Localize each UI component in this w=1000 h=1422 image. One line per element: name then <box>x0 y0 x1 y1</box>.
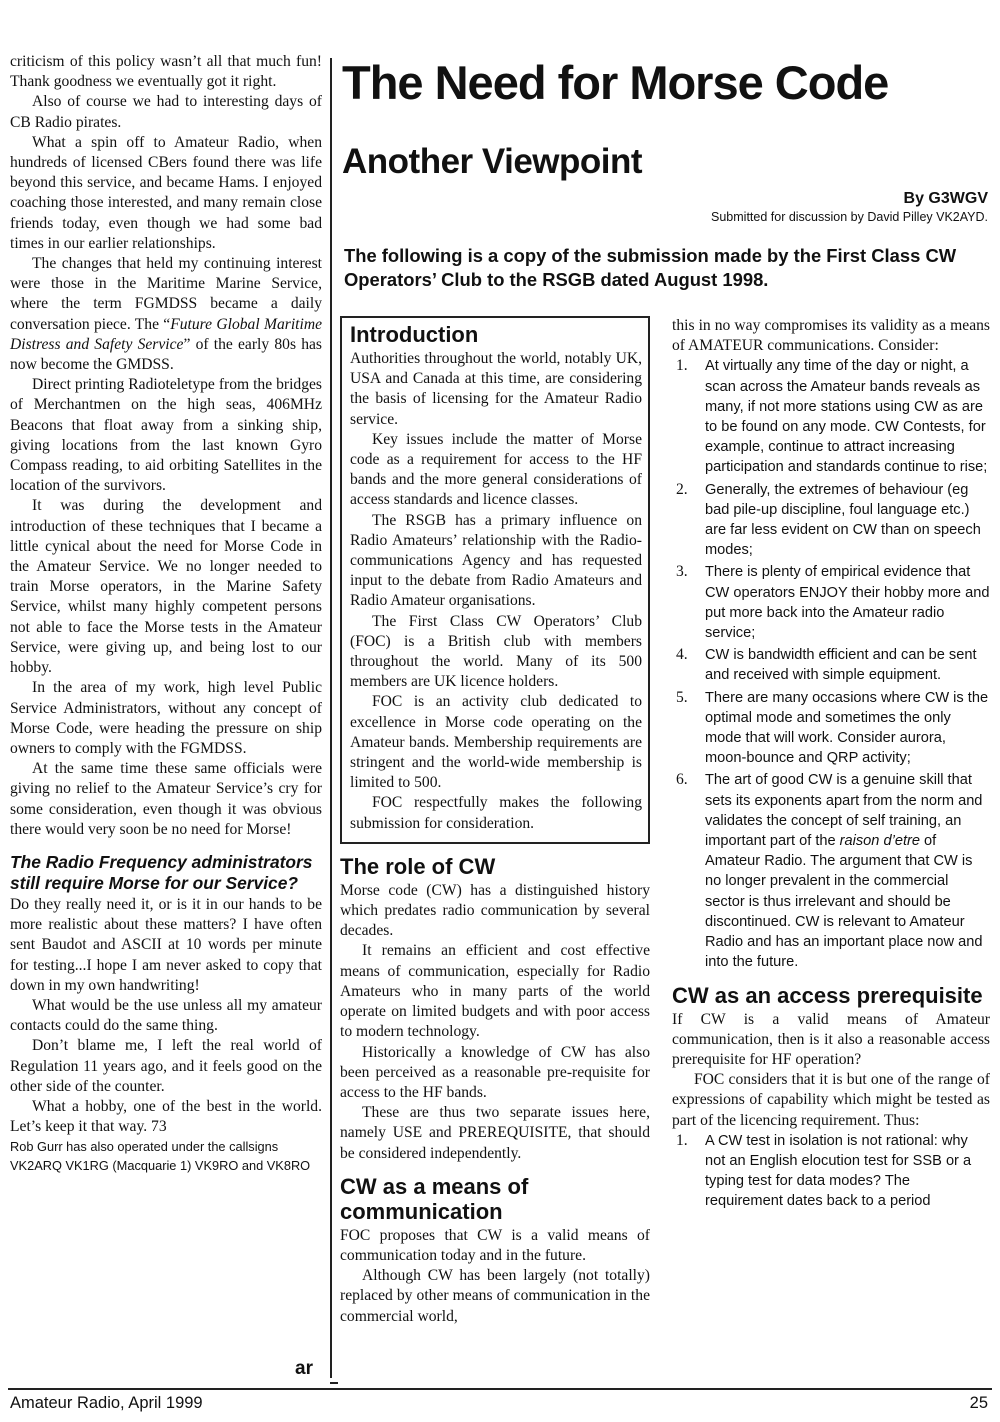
page-number: 25 <box>969 1394 988 1412</box>
paragraph: Don’t blame me, I left the real world of Regulation 11 years ago, and it feels good on the other side of the counter. <box>10 1037 322 1095</box>
list-text: There are many occasions where CW is the optimal mode and sometimes the only mode that will work. Consider aurora, moon-bounce and QRP activity; <box>705 689 989 767</box>
lead-paragraph: The following is a copy of the submission made by the First Class CW Operators’ Club to the RSGB dated August 1998. <box>344 245 957 290</box>
text-run: ” of the early 80s has now become the GMDSS. <box>10 335 322 374</box>
role-heading: The role of CW <box>340 853 496 879</box>
paragraph: Morse code (CW) has a distinguished history which predates radio communication by several decades. <box>340 881 650 940</box>
list-text: The art of good CW is a genuine skill that sets its exponents apart from the norm and validates the concept of self training, an important part of the <box>705 772 983 850</box>
paragraph: The First Class CW Operators’ Club (FOC) is a British club with members throughout the world. Many of its 500 members are UK licence holders. <box>350 612 642 691</box>
end-mark: ar <box>295 1358 313 1379</box>
list-item <box>672 356 990 477</box>
right-column <box>672 316 990 1214</box>
list-number: 4. <box>676 646 688 664</box>
paragraph: FOC proposes that CW is a valid means of communication today and in the future. <box>340 1226 650 1264</box>
list-number: 3. <box>676 563 688 581</box>
article-title: The Need for Morse Code <box>342 56 889 109</box>
divider-foot <box>330 1382 338 1384</box>
submitted-note: Submitted for discussion by David Pilley VK2AYD. <box>711 210 988 224</box>
paragraph: At the same time these same officials were giving no relief to the Amateur Service’s cry for some consideration, even though it was obvious there would very soon be no need for Morse! <box>10 760 322 838</box>
paragraph: Although CW has been largely (not totally) replaced by other means of communication in the commercial world, <box>340 1267 650 1325</box>
access-heading: CW as an access prerequisite <box>672 982 983 1008</box>
list-item <box>672 770 990 972</box>
paragraph: Also of course we had to interesting days of CB Radio pirates. <box>10 93 322 131</box>
column-divider <box>330 58 332 1378</box>
paragraph: It was during the development and introduction of these techniques that I became a little cynical about the need for Morse Code in the Amateur Service. We no longer needed to train Morse operators, in the Marine Safety Service, whilst many highly competent persons not able to face the Morse tests in the Amateur Service, were giving up, and being lost to our hobby. <box>10 497 322 677</box>
list-text: CW is bandwidth efficient and can be sent and received with simple equipment. <box>705 647 977 684</box>
paragraph: Direct printing Radioteletype from the bridges of Merchantmen on the high seas, 406MHz Beacons that float away from a sinking ship, giving locations from the last known Gyro Compass reading, to aid orbiting Satellites in the location of the survivors. <box>10 376 322 495</box>
article-subtitle: Another Viewpoint <box>342 142 643 181</box>
paragraph-maritime <box>10 254 322 375</box>
italic-run: Future Global Maritime Distress and Safety Service <box>10 315 323 353</box>
paragraph: Authorities throughout the world, notably UK, USA and Canada at this time, are considering the basis of licensing for the Amateur Radio service. <box>350 350 642 428</box>
paragraph: What a hobby, one of the best in the world. Let’s keep it that way. 73 <box>10 1097 322 1136</box>
paragraph: The RSGB has a primary influence on Radio Amateurs’ relationship with the Radio-communications Agency and has requested input to the debate from Radio Amateurs and Radio Amateur organisations. <box>350 511 642 610</box>
list-text: At virtually any time of the day or night, a scan across the Amateur bands reveals as many, if not more stations using CW as are to be found on any mode. CW Contests, for example, continue to attract increasing participation and standards continue to rise; <box>705 358 988 476</box>
author-note: Rob Gurr has also operated under the callsigns VK2ARQ VK1RG (Macquarie 1) VK9RO and VK8RO <box>10 1139 311 1174</box>
list-number: 5. <box>676 688 688 706</box>
consider-list <box>672 356 990 972</box>
list-text: of Amateur Radio. The argument that CW is no longer prevalent in the commercial sector is thus irrelevant and should be discontinued. CW is relevant to Amateur Radio and has an important place now and into the future. <box>705 833 983 971</box>
paragraph: FOC is an activity club dedicated to excellence in Morse code operating on the Amateur bands. Membership requirements are stringent and the world-wide membership is limited to 500. <box>350 693 642 792</box>
list-item <box>672 1131 990 1212</box>
paragraph: It remains an efficient and cost effective means of communication, especially for Radio Amateurs who in many parts of the world operate on limited budgets and with poor access to modern technology. <box>340 942 650 1041</box>
paragraph: FOC respectfully makes the following submission for consideration. <box>350 794 642 832</box>
middle-column <box>340 316 650 1327</box>
paragraph: What a spin off to Amateur Radio, when hundreds of licensed CBers found there was life beyond this service, and became Hams. I enjoyed coaching those interested, and many remain close friends today, even though we had some bad times in our earlier relationships. <box>10 133 322 252</box>
list-text: A CW test in isolation is not rational: why not an English elocution test for SSB or a typing test for data modes? The requirement dates back to a period <box>705 1132 972 1210</box>
italic-run: raison d’etre <box>839 833 920 850</box>
means-heading: CW as a means of communication <box>340 1173 529 1224</box>
footer-publication: Amateur Radio, April 1999 <box>10 1394 203 1412</box>
list-item <box>672 645 990 685</box>
list-number: 1. <box>676 357 688 375</box>
introduction-heading: Introduction <box>350 322 479 347</box>
paragraph: criticism of this policy wasn’t all that much fun! Thank goodness we eventually got it right. <box>10 53 322 91</box>
list-number: 1. <box>676 1131 688 1149</box>
list-number: 6. <box>676 771 688 789</box>
paragraph: this in no way compromises its validity as a means of AMATEUR communications. Consider: <box>672 317 990 355</box>
byline: By G3WGV <box>903 190 988 207</box>
paragraph: In the area of my work, high level Public Service Administrators, without any concept of Morse Code, were heading the pressure on ship owners to comply with the FGMDSS. <box>10 679 322 757</box>
paragraph: Do they really need it, or is it in our hands to be more realistic about these matters? I have often sent Baudot and ASCII at 10 words per minute for testing...I hope I am never asked to copy that down in my own handwriting! <box>10 895 322 994</box>
introduction-box <box>340 316 650 844</box>
list-item <box>672 480 990 561</box>
paragraph: What would be the use unless all my amateur contacts could do the same thing. <box>10 996 322 1035</box>
access-list <box>672 1131 990 1212</box>
list-number: 2. <box>676 480 688 498</box>
paragraph: If CW is a valid means of Amateur communication, then is it also a reasonable access prerequisite for HF operation? <box>672 1010 990 1068</box>
subheading: The Radio Frequency administrators still require Morse for our Service? <box>10 851 313 893</box>
text-run: The changes that held my continuing interest were those in the Maritime Marine Service, where the term FGMDSS became a daily conversation piece. The “ <box>10 255 322 333</box>
footer-rule <box>8 1388 992 1390</box>
left-column <box>10 52 322 1175</box>
list-item <box>672 688 990 769</box>
list-item <box>672 562 990 643</box>
list-text: Generally, the extremes of behaviour (eg bad pile-up discipline, foul language etc.) are far less evident on CW than on speech modes; <box>705 481 981 559</box>
list-text: There is plenty of empirical evidence that CW operators ENJOY their hobby more and put more back into the Amateur radio service; <box>705 564 990 642</box>
paragraph: Key issues include the matter of Morse code as a requirement for access to the HF bands and the more general considerations of access standards and licence classes. <box>350 430 642 509</box>
paragraph: FOC considers that it is but one of the range of expressions of capability which might be tested as part of the licencing requirement. Thus: <box>672 1071 990 1129</box>
paragraph: Historically a knowledge of CW has also been perceived as a reasonable pre-requisite for access to the HF bands. <box>340 1043 650 1101</box>
paragraph: These are thus two separate issues here, namely USE and PREREQUISITE, that should be considered independently. <box>340 1104 650 1162</box>
